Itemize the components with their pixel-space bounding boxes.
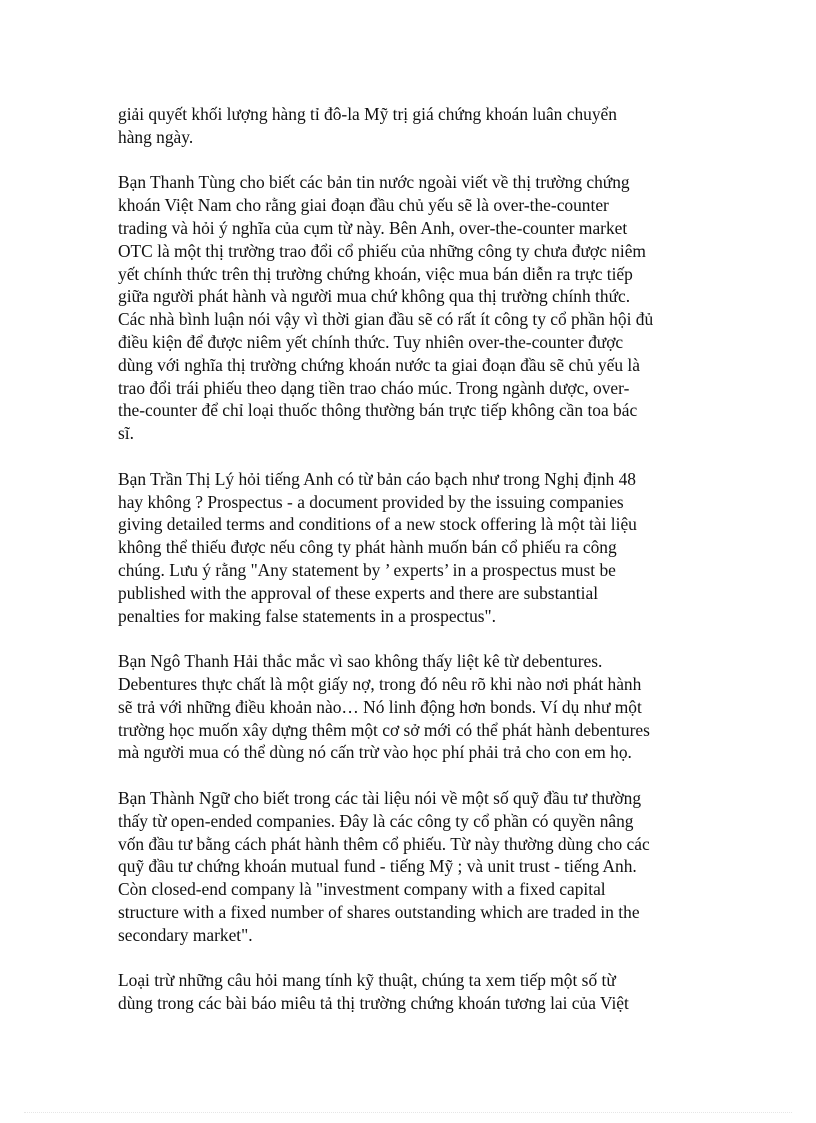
text-line: dùng trong các bài báo miêu tả thị trường chứng khoán tương lai của Việt (118, 993, 629, 1014)
text-line: sĩ. (118, 423, 134, 444)
text-line: trading và hỏi ý nghĩa của cụm từ này. Bên Anh, over-the-counter market (118, 217, 628, 238)
text-line: giữa người phát hành và người mua chứ không qua thị trường chính thức. (118, 286, 631, 307)
text-line: OTC là một thị trường trao đổi cổ phiếu của những công ty chưa được niêm (118, 240, 646, 261)
paragraph-1 (118, 103, 702, 149)
paragraph-3 (118, 468, 702, 628)
document-body (118, 103, 702, 1038)
text-line: mà người mua có thể dùng nó cấn trừ vào học phí phải trả cho con em họ. (118, 742, 632, 763)
text-line: structure with a fixed number of shares outstanding which are traded in the (118, 901, 640, 922)
text-line: vốn đầu tư bằng cách phát hành thêm cổ phiếu. Từ này thường dùng cho các (118, 833, 650, 854)
text-line: yết chính thức trên thị trường chứng khoán, việc mua bán diễn ra trực tiếp (118, 263, 633, 284)
text-line: Bạn Ngô Thanh Hải thắc mắc vì sao không thấy liệt kê từ debentures. (118, 651, 603, 672)
paragraph-2 (118, 171, 702, 445)
text-line: hay không ? Prospectus - a document provided by the issuing companies (118, 491, 624, 512)
text-line: Còn closed-end company là "investment company with a fixed capital (118, 879, 606, 900)
text-line: Bạn Thành Ngữ cho biết trong các tài liệu nói về một số quỹ đầu tư thường (118, 787, 642, 808)
paragraph-4 (118, 650, 702, 764)
text-line: điều kiện để được niêm yết chính thức. Tuy nhiên over-the-counter được (118, 331, 624, 352)
text-line: secondary market". (118, 924, 253, 945)
text-line: khoán Việt Nam cho rằng giai đoạn đầu chủ yếu sẽ là over-the-counter (118, 195, 609, 216)
text-line: the-counter để chỉ loại thuốc thông thường bán trực tiếp không cần toa bác (118, 400, 638, 421)
text-line: giving detailed terms and conditions of a new stock offering là một tài liệu (118, 514, 637, 535)
text-line: hàng ngày. (118, 126, 194, 147)
text-line: published with the approval of these experts and there are substantial (118, 582, 599, 603)
paragraph-6 (118, 969, 702, 1015)
text-line: dùng với nghĩa thị trường chứng khoán nước ta giai đoạn đầu sẽ chủ yếu là (118, 354, 640, 375)
text-line: quỹ đầu tư chứng khoán mutual fund - tiếng Mỹ ; và unit trust - tiếng Anh. (118, 856, 637, 877)
text-line: sẽ trả với những điều khoản nào… Nó linh động hơn bonds. Ví dụ như một (118, 696, 642, 717)
text-line: thấy từ open-ended companies. Đây là các công ty cổ phần có quyền nâng (118, 810, 634, 831)
text-line: Loại trừ những câu hỏi mang tính kỹ thuật, chúng ta xem tiếp một số từ (118, 970, 616, 991)
text-line: Các nhà bình luận nói vậy vì thời gian đầu sẽ có rất ít công ty cổ phần hội đủ (118, 309, 654, 330)
text-line: penalties for making false statements in a prospectus". (118, 605, 496, 626)
text-line: trường học muốn xây dựng thêm một cơ sở mới có thể phát hành debentures (118, 719, 650, 740)
text-line: chúng. Lưu ý rằng "Any statement by ’ experts’ in a prospectus must be (118, 559, 616, 580)
paragraph-5 (118, 787, 702, 947)
text-line: Debentures thực chất là một giấy nợ, trong đó nêu rõ khi nào nơi phát hành (118, 673, 642, 694)
text-line: không thể thiếu được nếu công ty phát hành muốn bán cổ phiếu ra công (118, 537, 617, 558)
text-line: Bạn Trần Thị Lý hỏi tiếng Anh có từ bản cáo bạch như trong Nghị định 48 (118, 468, 636, 489)
text-line: Bạn Thanh Tùng cho biết các bản tin nước ngoài viết về thị trường chứng (118, 172, 630, 193)
page-bottom-divider (24, 1112, 792, 1113)
text-line: trao đổi trái phiếu theo dạng tiền trao cháo múc. Trong ngành dược, over- (118, 377, 630, 398)
text-line: giải quyết khối lượng hàng tỉ đô-la Mỹ trị giá chứng khoán luân chuyển (118, 104, 617, 124)
